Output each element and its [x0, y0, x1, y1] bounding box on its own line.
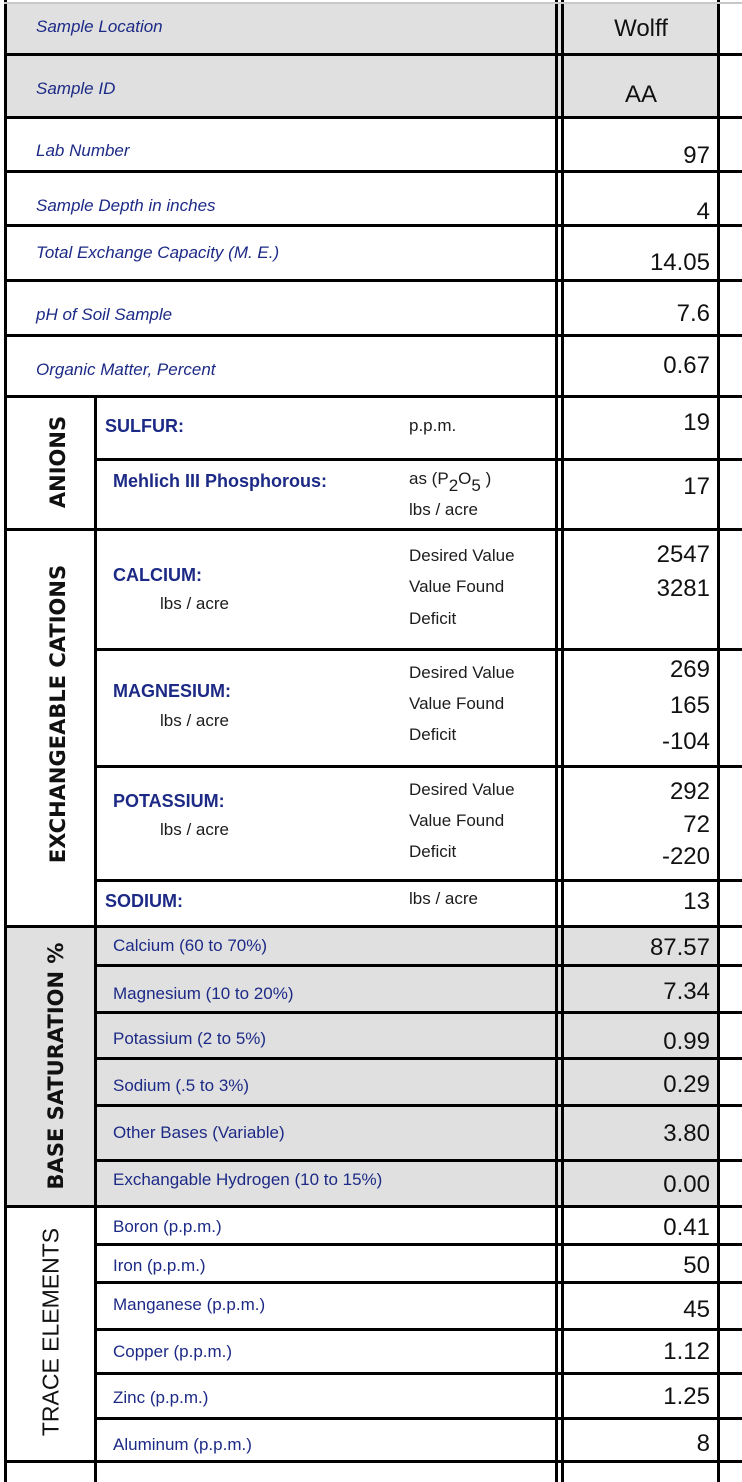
bs-potassium-label: Potassium (2 to 5%) [113, 1029, 267, 1048]
trace-zinc-label: Zinc (p.p.m.) [113, 1388, 209, 1407]
hline [4, 925, 742, 928]
hline [4, 1205, 742, 1208]
trace-boron-value: 0.41 [663, 1214, 710, 1241]
right-divider [717, 0, 720, 1482]
potassium-unit: lbs / acre [160, 820, 229, 839]
sodium-value: 13 [683, 888, 710, 915]
trace-iron-label: Iron (p.p.m.) [113, 1256, 206, 1275]
hline [94, 964, 742, 967]
bs-sodium-label: Sodium (.5 to 3%) [113, 1076, 250, 1095]
hline [94, 458, 742, 461]
potassium-deficit-label: Deficit [409, 842, 457, 861]
bs-calcium-label: Calcium (60 to 70%) [113, 936, 268, 955]
magnesium-unit: lbs / acre [160, 711, 229, 730]
hline [94, 1159, 742, 1162]
hline [4, 116, 742, 119]
bs-sodium-value: 0.29 [663, 1071, 710, 1098]
hline [4, 395, 742, 398]
exchange-capacity-value: 14.05 [649, 249, 710, 276]
hline [94, 1328, 742, 1331]
base-saturation-bg [6, 928, 720, 1206]
hline [4, 528, 742, 531]
bs-calcium-value: 87.57 [649, 934, 710, 961]
lab-number-label: Lab Number [36, 141, 130, 160]
hline [94, 1011, 742, 1014]
bs-hydrogen-label: Exchangable Hydrogen (10 to 15%) [113, 1170, 383, 1189]
bs-magnesium-value: 7.34 [663, 978, 710, 1005]
phosphorous-unit: as ($P_2O_5$ ) [409, 469, 492, 495]
hline [4, 170, 742, 173]
hline [94, 1104, 742, 1107]
sample-id-label: Sample ID [36, 79, 116, 98]
bs-hydrogen-value: 0.00 [663, 1171, 710, 1198]
magnesium-found-value: 165 [669, 692, 710, 719]
calcium-desired-value: 2547 [656, 541, 710, 568]
trace-iron-value: 50 [683, 1252, 710, 1279]
trace-zinc-value: 1.25 [663, 1383, 710, 1410]
bs-other-bases-label: Other Bases (Variable) [113, 1123, 285, 1142]
hline [94, 1417, 742, 1420]
trace-copper-value: 1.12 [663, 1338, 710, 1365]
trace-aluminum-label: Aluminum (p.p.m.) [113, 1435, 252, 1454]
lab-number-value: 97 [683, 142, 710, 169]
hline [94, 1057, 742, 1060]
calcium-deficit-label: Deficit [409, 609, 457, 628]
left-border [4, 0, 7, 1482]
bs-magnesium-label: Magnesium (10 to 20%) [113, 984, 294, 1003]
magnesium-desired-value: 269 [669, 656, 710, 683]
organic-matter-label: Organic Matter, Percent [36, 360, 216, 379]
phosphorous-value: 17 [683, 473, 710, 500]
organic-matter-value: 0.67 [663, 352, 710, 379]
top-border [4, 2, 742, 4]
potassium-deficit-value: -220 [661, 843, 710, 870]
value-divider-a [555, 0, 558, 1482]
potassium-found-label: Value Found [409, 811, 505, 830]
calcium-desired-label: Desired Value [409, 546, 515, 565]
section-label-divider [94, 398, 97, 1482]
trace-copper-label: Copper (p.p.m.) [113, 1342, 233, 1361]
trace-boron-label: Boron (p.p.m.) [113, 1217, 222, 1236]
sample-depth-label: Sample Depth in inches [36, 196, 216, 215]
sample-location-value: Wolff [614, 15, 668, 42]
sample-location-label: Sample Location [36, 17, 163, 36]
magnesium-deficit-label: Deficit [409, 725, 457, 744]
sulfur-name: SULFUR: [105, 416, 184, 436]
bs-potassium-value: 0.99 [663, 1028, 710, 1055]
sulfur-unit: p.p.m. [409, 416, 457, 435]
value-divider-b [561, 0, 564, 1482]
ph-label: pH of Soil Sample [36, 305, 173, 324]
hline [94, 765, 742, 768]
exchange-capacity-label: Total Exchange Capacity (M. E.) [36, 243, 280, 262]
calcium-unit: lbs / acre [160, 594, 229, 613]
bs-other-bases-value: 3.80 [663, 1120, 710, 1147]
hline [4, 224, 742, 227]
hline [4, 334, 742, 337]
hline [4, 53, 742, 56]
hline [4, 279, 742, 282]
magnesium-found-label: Value Found [409, 694, 505, 713]
calcium-found-label: Value Found [409, 577, 505, 596]
sodium-name: SODIUM: [105, 891, 183, 911]
potassium-desired-label: Desired Value [409, 780, 515, 799]
sulfur-value: 19 [683, 409, 710, 436]
potassium-desired-value: 292 [669, 778, 710, 805]
trace-aluminum-value: 8 [696, 1430, 710, 1457]
calcium-found-value: 3281 [656, 575, 710, 602]
sample-id-value: AA [624, 81, 657, 108]
hline [94, 648, 742, 651]
hline [94, 1372, 742, 1375]
hline [4, 1460, 742, 1463]
calcium-name: CALCIUM: [113, 565, 202, 585]
hline [94, 1243, 742, 1246]
magnesium-name: MAGNESIUM: [113, 681, 231, 701]
magnesium-deficit-value: -104 [661, 728, 710, 755]
magnesium-desired-label: Desired Value [409, 663, 515, 682]
hline [94, 1281, 742, 1284]
trace-manganese-value: 45 [683, 1296, 710, 1323]
potassium-found-value: 72 [683, 811, 710, 838]
phosphorous-name: Mehlich III Phosphorous: [113, 471, 328, 491]
potassium-name: POTASSIUM: [113, 791, 225, 811]
hline [94, 879, 742, 882]
trace-manganese-label: Manganese (p.p.m.) [113, 1295, 266, 1314]
sodium-unit: lbs / acre [409, 889, 478, 908]
phosphorous-unit-line2: lbs / acre [409, 500, 478, 519]
sample-depth-value: 4 [696, 198, 710, 225]
soil-test-report: Sample Location Wolff Sample ID AA Lab Number 97 Sample Depth in inches 4 Total Exchange Capacity (M. E.) 14.05 pH of Soil Sample 7.6 Organic Matter, Percent 0.67 ANIONS SULFUR: p.p.m. 19 Mehlich III Phosphorous: as ($P_2O_5$ ) lbs / acre 17 EXCHANGEABLE CATIONS CALCIUM: lbs / acre Desired Value Value Found Deficit 2547 3281 MAGNESIUM: lbs / acre Desired Value Value Found Deficit 269 165 -104 POTASSIUM: lbs / acre Desired Value Value Found Deficit 292 72 -220 SODIUM: lbs / acre 13 BASE SATURATION % Calcium (60 to 70%) 87.57 Magnesium (10 to 20%) 7.34 Potassium (2 to 5%) 0.99 Sodium (.5 to 3%) 0.29 Other Bases (Variable) 3.80 Exchangable Hydrogen (10 to 15%) 0.00 TRACE ELEMENTS Boron (p.p.m.) 0.41 Iron (p.p.m.) 50 Manganese (p.p.m.) 45 Copper (p.p.m.) 1.12 Zinc (p.p.m.) 1.25 Aluminum (p.p.m.) 8 [0, 0, 742, 1482]
ph-value: 7.6 [676, 300, 710, 327]
